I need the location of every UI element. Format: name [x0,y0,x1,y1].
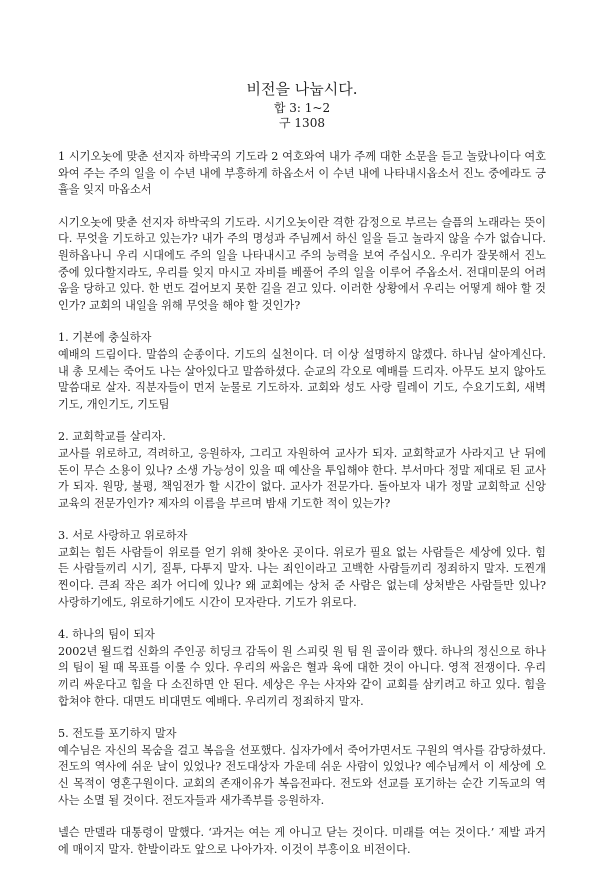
hymn-number: 구 1308 [279,116,325,130]
section-body-3: 교회는 힘든 사람들이 위로를 얻기 위해 찾아온 곳이다. 위로가 필요 없는 사람들은 세상에 있다. 힘든 사람들끼리 시기, 질투, 다투지 말자. 나는 죄인이라고 고백한 사람들끼리 정죄하지 말자. 도찐개찐이다. 큰죄 작은 죄가 어디에 있나? 왜 교회에는 상처 준 사람은 없는데 상처받은 사람들만 있나? 사랑하기에도, 위로하기에도 시간이 모자란다. 기도가 위로다. [58,545,546,609]
scripture-verse: 1 시기오놋에 맞춘 선지자 하박국의 기도라 2 여호와여 내가 주께 대한 소문을 듣고 놀랐나이다 여호와여 주는 주의 일을 이 수년 내에 부흥하게 하옵소서 이 수년 내에 나타내시옵소서 진노 중에라도 긍휼을 잊지 마옵소서 [58,150,546,197]
section-body-4: 2002년 월드컵 신화의 주인공 히딩크 감독이 원 스피릿 원 팀 원 골이라 했다. 하나의 정신으로 하나의 팀이 될 때 목표를 이룰 수 있다. 우리의 싸움은 혈과 육에 대한 것이 아니다. 영적 전쟁이다. 우리끼리 싸운다고 힘을 다 소진하면 안 된다. 세상은 우는 사자와 같이 교회를 삼키려고 하고 있다. 힘을 합쳐야 한다. 대면도 비대면도 예배다. 우리끼리 정죄하지 말자. [58,644,546,708]
section-body-2: 교사를 위로하고, 격려하고, 응원하자, 그리고 자원하여 교사가 되자. 교회학교가 사라지고 난 뒤에 돈이 무슨 소용이 있나? 소생 가능성이 있을 때 예산을 투입해야 한다. 부서마다 정말 제대로 된 교사가 되자. 원망, 불평, 책임전가 할 시간이 없다. 교사가 전문가다. 돌아보자 내가 정말 교회학교 신앙교육의 전문가인가? 제자의 이름을 부르며 밤새 기도한 적이 있는가? [58,446,546,510]
section-body-1: 예배의 드림이다. 말씀의 순종이다. 기도의 실천이다. 더 이상 설명하지 않겠다. 하나님 살아계신다. 내 총 모세는 죽어도 나는 살아있다고 말씀하셨다. 순교의 각오로 예배를 드리자. 아무도 보지 않아도 말씀대로 살자. 직분자들이 먼저 눈물로 기도하자. 교회와 성도 사랑 릴레이 기도, 수요기도회, 새벽기도, 개인기도, 기도팀 [58,347,546,411]
section-body-5: 예수님은 자신의 목숨을 걸고 복음을 선포했다. 십자가에서 죽어가면서도 구원의 역사를 감당하셨다. 전도의 역사에 쉬운 날이 있었나? 전도대상자 가운데 쉬운 사람이 있었나? 예수님께서 이 세상에 오신 목적이 영혼구원이다. 교회의 존재이유가 복음전파다. 전도와 선교를 포기하는 순간 기독교의 역사는 소멸 될 것이다. 전도자들과 새가족부를 응원하자. [58,743,546,807]
closing-paragraph: 넬슨 만델라 대통령이 말했다. ‘과거는 여는 게 아니고 닫는 것이다. 미래를 여는 것이다.’ 제발 과거에 매이지 말자. 한발이라도 앞으로 나아가자. 이것이 부흥이요 비전이다. [58,826,546,856]
page-title: 비전을 나눕시다. [246,80,358,98]
section-heading-4: 4. 하나의 팀이 되자 [58,628,155,642]
section-heading-2: 2. 교회학교를 살리자. [58,430,166,444]
scripture-reference: 합 3: 1~2 [273,101,331,115]
section-heading-1: 1. 기본에 충실하자 [58,331,152,345]
section-heading-3: 3. 서로 사랑하고 위로하자 [58,529,188,543]
document-page [58,80,546,874]
intro-paragraph: 시기오놋에 맞춘 선지자 하박국의 기도라. 시기오놋이란 격한 감정으로 부르는 슬픔의 노래라는 뜻이다. 무엇을 기도하고 있는가? 내가 주의 명성과 주님께서 하신 일을 듣고 놀라지 않을 수가 없습니다. 원하옵나니 우리 시대에도 주의 일을 나타내시고 주의 능력을 보여 주십시오. 우리가 잘못해서 진노 중에 있다할지라도, 우리를 잊지 마시고 자비를 베풀어 주의 일을 이루어 주옵소서. 전대미문의 어려움을 당하고 있다. 한 번도 걸어보지 못한 길을 걷고 있다. 이러한 상황에서 우리는 어떻게 해야 할 것인가? 교회의 내일을 위해 무엇을 해야 할 것인가? [58,215,546,312]
section-heading-5: 5. 전도를 포기하지 말자 [58,727,177,741]
